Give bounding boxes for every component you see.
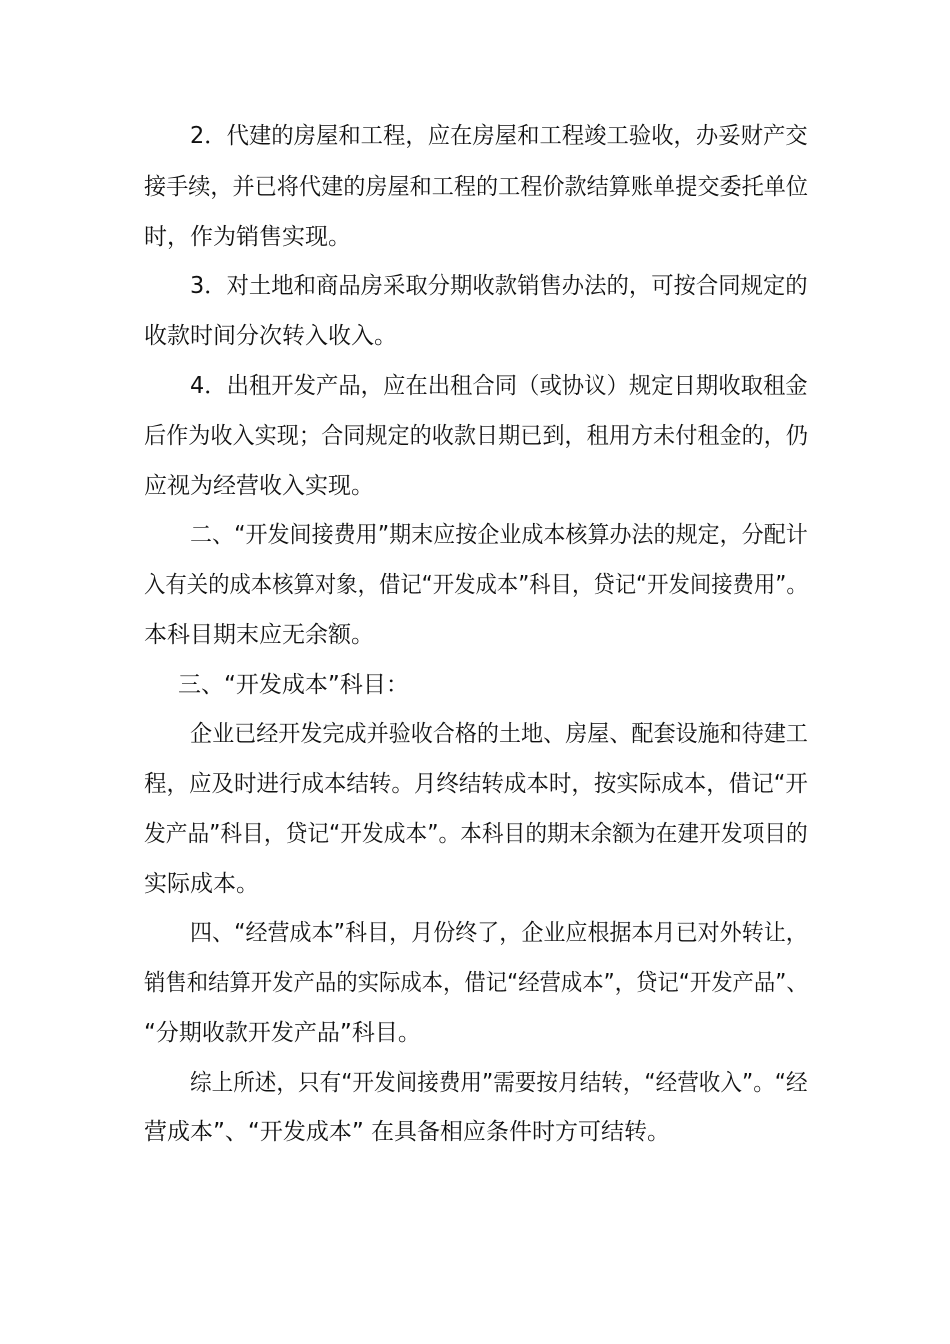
text-line: 接手续，并已将代建的房屋和工程的工程价款结算账单提交委托单位 [144,174,808,200]
text-line: 时，作为销售实现。 [144,224,351,250]
text-line: 营成本”、“开发成本” 在具备相应条件时方可结转。 [144,1119,671,1145]
text-line: 3．对土地和商品房采取分期收款销售办法的，可按合同规定的 [190,273,808,299]
text-line: 4．出租开发产品，应在出租合同（或协议）规定日期收取租金 [190,373,808,399]
text-line: 发产品”科目，贷记“开发成本”。本科目的期末余额为在建开发项目的 [144,821,808,847]
text-line: 销售和结算开发产品的实际成本，借记“经营成本”，贷记“开发产品”、 [144,970,808,996]
text-line: 后作为收入实现；合同规定的收款日期已到，租用方未付租金的，仍 [144,423,808,449]
text-line: 企业已经开发完成并验收合格的土地、房屋、配套设施和待建工 [190,721,808,747]
text-line: 实际成本。 [144,871,259,897]
section-heading: 三、“开发成本”科目： [178,672,409,698]
text-line: “分期收款开发产品”科目。 [144,1020,421,1046]
text-line: 应视为经营收入实现。 [144,473,374,499]
text-line: 2．代建的房屋和工程，应在房屋和工程竣工验收，办妥财产交 [190,123,808,149]
text-line: 收款时间分次转入收入。 [144,323,397,349]
text-line: 程，应及时进行成本结转。月终结转成本时，按实际成本，借记“开 [144,771,808,797]
text-line: 本科目期末应无余额。 [144,622,374,648]
text-line: 四、“经营成本”科目，月份终了，企业应根据本月已对外转让， [190,920,808,946]
text-line: 入有关的成本核算对象，借记“开发成本”科目，贷记“开发间接费用”。 [144,572,808,598]
text-line: 二、“开发间接费用”期末应按企业成本核算办法的规定，分配计 [190,522,808,548]
text-line: 综上所述，只有“开发间接费用”需要按月结转，“经营收入”。“经 [190,1070,808,1096]
